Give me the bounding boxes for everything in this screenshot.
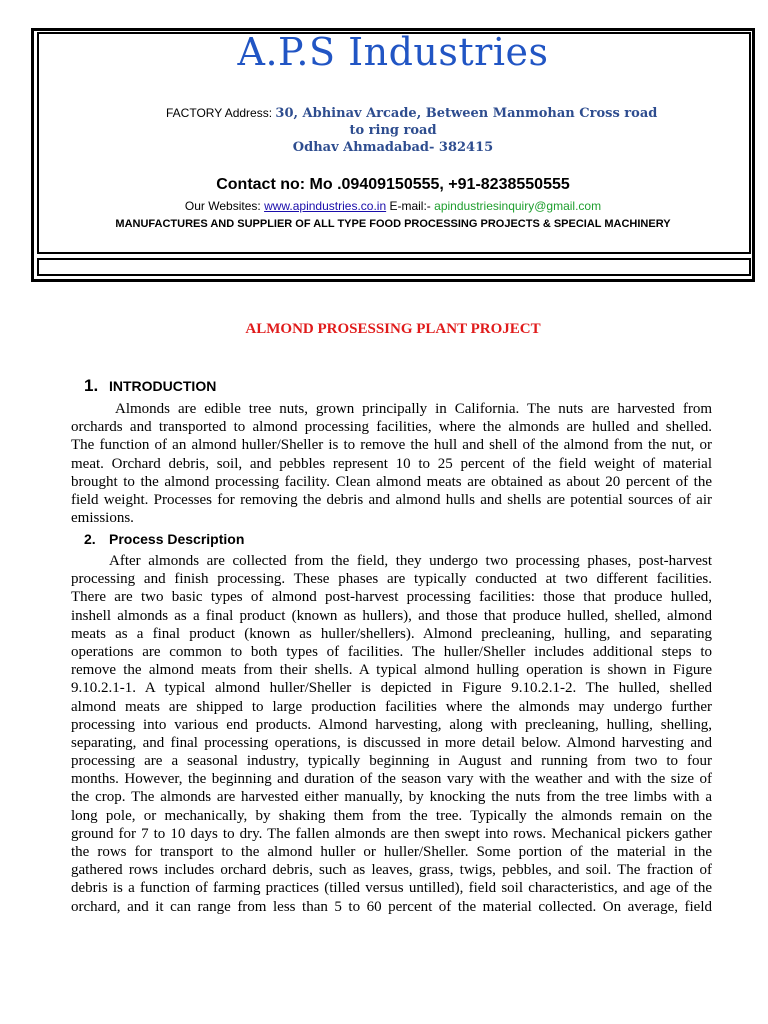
websites-line (0, 199, 768, 213)
paragraph-line: operations are common to both types of facilities. The huller/Sheller includes additional steps to (71, 643, 712, 660)
paragraph-line: 9.10.2.1-1. A typical almond huller/Sheller is depicted in Figure 9.10.2.1-2. The hulled, shelled (71, 680, 712, 697)
paragraph-line: meats as a final product (known as huller/shellers). Almond precleaning, hulling, and separating (71, 625, 712, 642)
paragraph-line: After almonds are collected from the field, they undergo two processing phases, post-harvest (109, 553, 712, 569)
paragraph-line: the crop. The almonds are harvested either manually, by knocking the nuts from the tree limbs with a (71, 789, 712, 806)
section-number: 2. (84, 531, 96, 547)
document-title: ALMOND PROSESSING PLANT PROJECT (245, 321, 541, 337)
section-title: INTRODUCTION (109, 378, 217, 394)
section-number: 1. (84, 376, 99, 395)
introduction-paragraph (71, 400, 712, 527)
address-label: FACTORY Address: (166, 106, 273, 120)
website-link[interactable]: www.apindustries.co.in (264, 199, 387, 213)
paragraph-line: processing and finish processing. These phases are typically conducted at two different facilities. (71, 571, 712, 588)
paragraph-line: orchard, and it can range from less than 5 to 60 percent of the material collected. On average, field (71, 898, 712, 915)
email-address[interactable]: apindustriesinquiry@gmail.com (434, 199, 602, 213)
paragraph-line: emissions. (71, 510, 134, 527)
factory-address (166, 106, 657, 121)
section-heading-introduction (84, 376, 216, 396)
paragraph-line: the rows for transport to the almond huller or huller/Sheller. Some portion of the material in the (71, 844, 712, 860)
paragraph-line: Almonds are edible tree nuts, grown principally in California. The nuts are harvested from (115, 401, 712, 417)
address-line-2: to ring road (349, 123, 437, 138)
paragraph-line: separating, and final processing operations, is discussed in more detail below. Almond harvesting and (71, 734, 712, 751)
paragraph-line: processing are a seasonal industry, typically beginning in August and running from two to four (71, 753, 712, 770)
company-tagline: MANUFACTURES AND SUPPLIER OF ALL TYPE FOOD PROCESSING PROJECTS & SPECIAL MACHINERY (115, 218, 671, 230)
section-heading-process-description (84, 531, 244, 547)
letterhead-band (37, 258, 751, 276)
paragraph-line: inshell almonds as a final product (known as hullers), and those that produce hulled, shelled, almond (71, 607, 712, 624)
paragraph-line: remove the almond meats from their shells. A typical almond hulling operation is shown in Figure (71, 662, 712, 679)
paragraph-line: There are two basic types of almond post-harvest processing facilities: those that produce hulled, (71, 589, 712, 606)
paragraph-line: almond meats are shipped to large production facilities where the almonds may undergo further (71, 698, 712, 715)
paragraph-line: months. However, the beginning and duration of the season vary with the weather and with the size of (71, 771, 712, 788)
paragraph-line: ground for 7 to 10 days to dry. The fallen almonds are then swept into rows. Mechanical pickers gather (71, 825, 712, 842)
paragraph-line: processing into various end products. Almond harvesting, along with precleaning, hulling, shelling, (71, 716, 712, 733)
section-title: Process Description (109, 531, 245, 547)
paragraph-line: gathered rows includes orchard debris, such as leaves, grass, twigs, pebbles, and soil. The fraction of (71, 862, 712, 879)
process-description-paragraph (71, 552, 712, 916)
email-label: E-mail:- (389, 199, 431, 213)
paragraph-line: long pole, or mechanically, by shaking them from the tree. Typically the almonds remain on the (71, 807, 712, 824)
paragraph-line: debris is a function of farming practices (tilled versus untilled), field soil characteristics, and age of the (71, 880, 712, 897)
paragraph-line: brought to the almond processing facility. Clean almond meats are obtained as about 20 percent of the (71, 473, 712, 490)
paragraph-line: field weight. Processes for removing the debris and almond hulls and shells are potential sources of air (71, 491, 712, 508)
address-line-1: 30, Abhinav Arcade, Between Manmohan Cross road (275, 106, 658, 121)
address-line-3: Odhav Ahmadabad- 382415 (292, 140, 494, 155)
websites-label: Our Websites: (184, 199, 261, 213)
paragraph-line: The function of an almond huller/Sheller is to remove the hull and shell of the almond from the nut, or (71, 437, 712, 454)
paragraph-line: meat. Orchard debris, soil, and pebbles represent 10 to 25 percent of the field weight of material (71, 455, 712, 472)
company-name: A.P.S Industries (237, 30, 549, 74)
paragraph-line: orchards and transported to almond processing facilities, where the almonds are hulled and shelled. (71, 419, 712, 436)
contact-numbers: Contact no: Mo .09409150555, +91-8238550555 (216, 176, 570, 193)
